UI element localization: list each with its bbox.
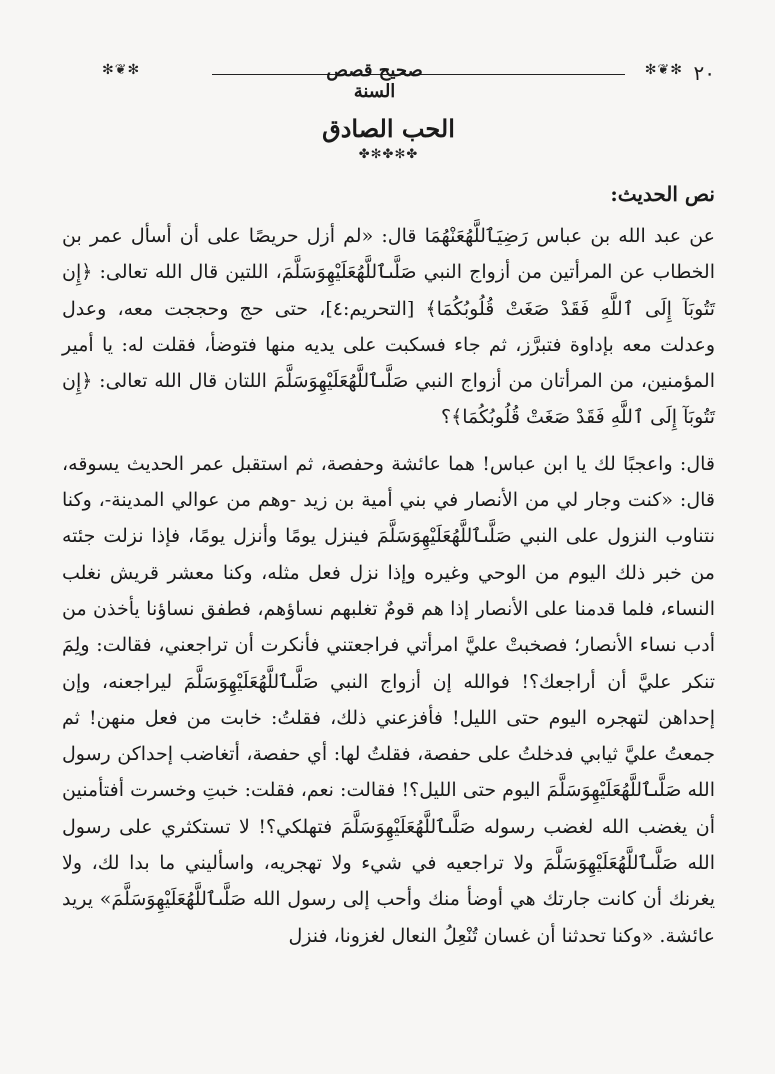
left-ornament-icon: ✻❦✻ <box>102 62 141 78</box>
book-title: صحيح قصص السنة <box>326 60 423 102</box>
section-title: الحب الصادق <box>322 114 455 143</box>
title-ornament-icon: ✤✻✤✻✤ <box>358 147 419 162</box>
paragraph-1: عن عبد الله بن عباس رَضِيَٱللَّهُعَنْهُمَا قال: «لم أزل حريصًا على أن أسأل عمر بن الخطاب عن المرأتين من أزواج النبي صَلَّىٱللَّهُعَلَيْهِوَسَلَّمَ، اللتين قال الله تعالى: ﴿إِن تَتُوبَآ إِلَى ٱللَّهِ فَقَدْ صَغَتْ قُلُوبُكُمَا﴾ [التحريم:٤]، حتى حج وحججت معه، وعدل وعدلت معه بإداوة فتبرَّز، ثم جاء فسكبت على يديه منها فتوضأ، فقلت له: يا أمير المؤمنين، من المرأتان من أزواج النبي صَلَّىٱللَّهُعَلَيْهِوَسَلَّمَ اللتان قال الله تعالى: ﴿إِن تَتُوبَآ إِلَى ٱللَّهِ فَقَدْ صَغَتْ قُلُوبُكُمَا﴾؟ <box>62 225 715 429</box>
header-rule-right <box>442 74 625 75</box>
right-ornament-icon: ✻❦✻ <box>644 62 683 78</box>
hadith-subheading: نص الحديث: <box>610 182 715 206</box>
page-header <box>62 58 715 102</box>
paragraph-2: قال: واعجبًا لك يا ابن عباس! هما عائشة وحفصة، ثم استقبل عمر الحديث يسوقه، قال: «كنت وجار لي من الأنصار في بني أمية بن زيد -وهم من عوالي المدينة-، وكنا نتناوب النزول على النبي صَلَّىٱللَّهُعَلَيْهِوَسَلَّمَ فينزل يومًا وأنزل يومًا، فإذا نزلت جئته من خبر ذلك اليوم من الوحي وغيره وإذا نزل فعل مثله، وكنا معشر قريش نغلب النساء، فلما قدمنا على الأنصار إذا هم قومٌ تغلبهم نساؤهم، فطفق نساؤنا يأخذن من أدب نساء الأنصار؛ فصخبتْ عليَّ امرأتي فراجعتني فأنكرت أن تراجعني، فقالت: ولِمَ تنكر عليَّ أن أراجعك؟! فوالله إن أزواج النبي صَلَّىٱللَّهُعَلَيْهِوَسَلَّمَ ليراجعنه، وإن إحداهن لتهجره اليوم حتى الليل! فأفزعني ذلك، فقلتُ: خابت من فعل منهن! ثم جمعتُ عليَّ ثيابي فدخلتُ على حفصة، فقلتُ لها: أي حفصة، أتغاضب إحداكن رسول الله صَلَّىٱللَّهُعَلَيْهِوَسَلَّمَ اليوم حتى الليل؟! فقالت: نعم، فقلت: خبتِ وخسرت أفتأمنين أن يغضب الله لغضب رسوله صَلَّىٱللَّهُعَلَيْهِوَسَلَّمَ فتهلكي؟! لا تستكثري على رسول الله صَلَّىٱللَّهُعَلَيْهِوَسَلَّمَ ولا تراجعيه في شيء ولا تهجريه، واسأليني ما بدا لك، ولا يغرنك أن كانت جارتك هي أوضأ منك وأحب إلى رسول الله صَلَّىٱللَّهُعَلَيْهِوَسَلَّمَ» يريد عائشة. «وكنا تحدثنا أن غسان تُنْعِلُ النعال لغزونا، فنزل <box>62 452 715 947</box>
page-number: ٢٠ <box>693 61 715 85</box>
